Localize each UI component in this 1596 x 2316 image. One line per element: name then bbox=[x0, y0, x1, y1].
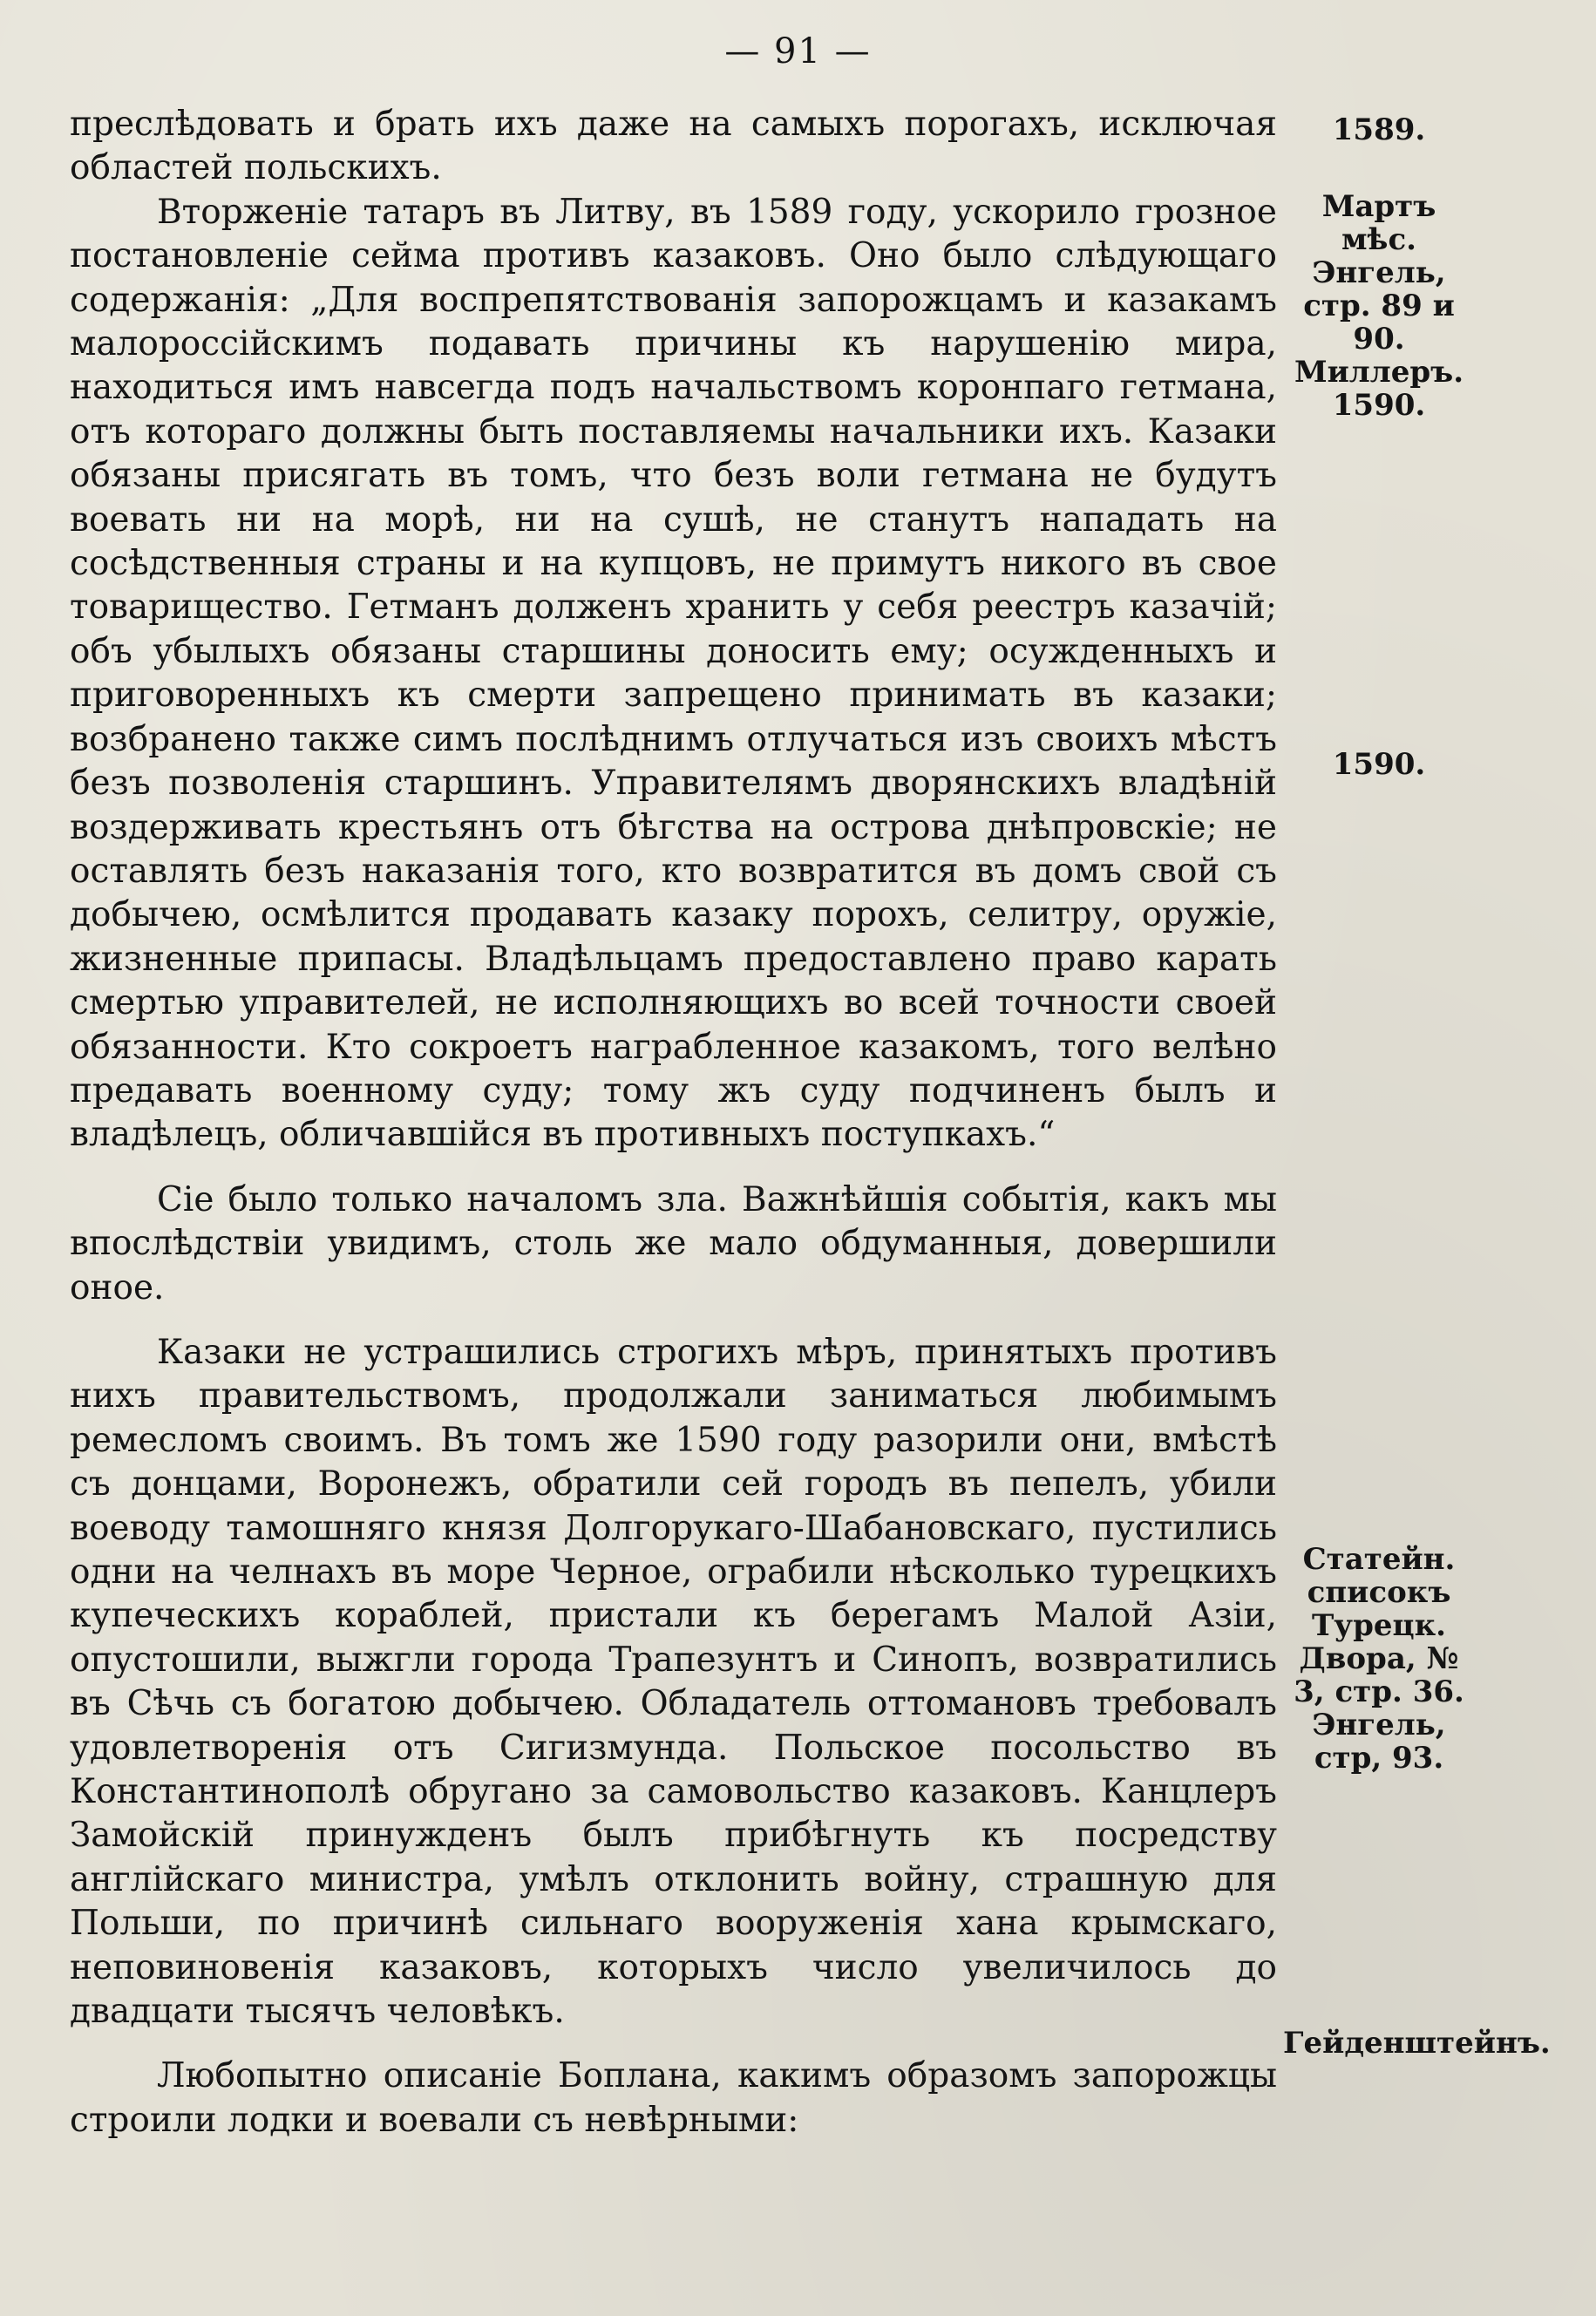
paragraph-5: Любопытно описаніе Боплана, какимъ образомъ запорожцы строили лодки и воевали съ невѣрными: bbox=[70, 2056, 1277, 2140]
paragraph-1: преслѣдовать и брать ихъ даже на самыхъ порогахъ, исключая областей польскихъ. bbox=[70, 105, 1277, 188]
margin-note-1589: 1589. bbox=[1332, 112, 1426, 147]
paragraph-4: Казаки не устрашились строгихъ мѣръ, принятыхъ противъ нихъ правительствомъ, продолжали заниматься любимымъ ремесломъ своимъ. Въ томъ же 1590 году разорили они, вмѣстѣ съ донцами, Воронежъ, обратили сей городъ въ пепелъ, убили воеводу тамошняго князя Долгорукаго-Шабановскаго, пустились одни на челнахъ въ море Черное, ограбили нѣсколько турецкихъ купеческихъ кораблей, пристали къ берегамъ Малой Азіи, опустошили, выжгли города Трапезунтъ и Синопъ, возвратились въ Сѣчь съ богатою добычею. Обладатель оттомановъ требовалъ удовлетворенія отъ Сигизмунда. Польское посольство въ Константинополѣ обругано за самовольство казаковъ. Канцлеръ Замойскій принужденъ былъ прибѣгнуть къ посредству англійскаго министра, умѣлъ отклонить войну, страшную для Польши, по причинѣ сильнаго вооруженія хана крымскаго, неповиновенія казаковъ, которыхъ число увеличилось до двадцати тысячъ человѣкъ. bbox=[70, 1332, 1277, 2032]
margin-note-1590: 1590. bbox=[1332, 747, 1426, 782]
margin-note-stateyn-spisok: Статейн. списокъ Турецк. Двора, № 3, стр. 36. Энгель, стр, 93. bbox=[1294, 1542, 1464, 1776]
main-text-column bbox=[70, 103, 1277, 2143]
page-number: — 91 — bbox=[724, 31, 872, 71]
margin-note-march-engel: Мартъ мѣс. Энгель, стр. 89 и 90. Миллеръ. 1590. bbox=[1294, 189, 1464, 423]
paragraph-2: Вторженіе татаръ въ Литву, въ 1589 году, ускорило грозное постановленіе сейма противъ казаковъ. Оно было слѣдующаго содержанія: „Для воспрепятствованія запорожцамъ и казакамъ малороссійскимъ подавать причины къ нарушенію мира, находиться имъ навсегда подъ начальствомъ коронпаго гетмана, отъ котораго должны быть поставляемы начальники ихъ. Казаки обязаны присягать въ томъ, что безъ воли гетмана не будутъ воевать ни на морѣ, ни на сушѣ, не станутъ нападать на сосѣдственныя страны и на купцовъ, не примутъ никого въ свое товарищество. Гетманъ долженъ хранить у себя реестръ казачій; объ убылыхъ обязаны старшины доносить ему; осужденныхъ и приговоренныхъ къ смерти запрещено принимать въ казаки; возбранено также симъ послѣднимъ отлучаться изъ своихъ мѣстъ безъ позволенія старшинъ. Управителямъ дворянскихъ владѣній воздерживать крестьянъ отъ бѣгства на острова днѣпровскіе; не оставлять безъ наказанія того, кто возвратится въ домъ свой съ добычею, осмѣлится продавать казаку порохъ, селитру, оружіе, жизненные припасы. Владѣльцамъ предоставлено право карать смертью управителей, не исполняющихъ во всей точности своей обязанности. Кто сокроетъ награбленное казакомъ, того велѣно предавать военному суду; тому жъ суду подчиненъ былъ и владѣлецъ, обличавшійся въ противныхъ поступкахъ.“ bbox=[70, 192, 1277, 1155]
margin-note-heidenstein: Гейденштейнъ. bbox=[1283, 2026, 1551, 2061]
paragraph-3: Сіе было только началомъ зла. Важнѣйшія событія, какъ мы впослѣдствіи увидимъ, столь же мало обдуманныя, довершили оное. bbox=[70, 1179, 1277, 1307]
